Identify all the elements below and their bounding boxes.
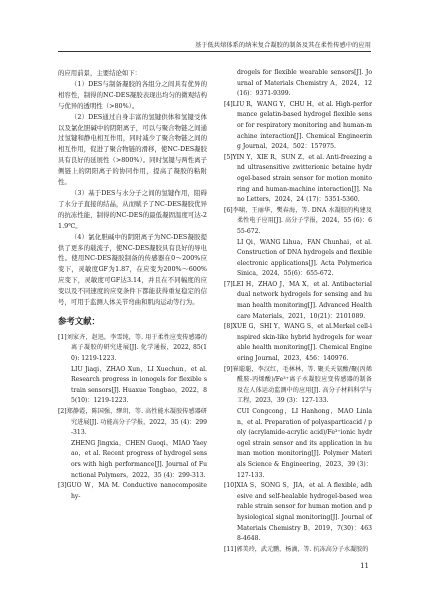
conclusion-item-4: （4）氯化胆碱中的阴阳离子为NC-DES凝胶提供了更多的载流子，使NC-DES凝胶具有良好的导电性。使用NC-DES凝胶制备的传感器在0～200%应变下，灵敏度GF为1.87，在应变为200%～600%应变下，灵敏度可GF达3.14，并且在不同幅度的应变以及不同速度的应变条件下都能获得重复稳定的信号，可用于监测人体关节弯曲和肌肉运动等行为。 <box>58 232 207 307</box>
reference-7: [7]LEI H，ZHAO J，MA X，et al. Antibacterial dual network hydrogels for sensing and human health monitoring[J]. Advanced Healthcare Materials，2021，10(21)：2101089. <box>224 280 372 320</box>
left-column <box>58 68 207 502</box>
references-heading: 参考文献： <box>58 315 100 326</box>
reference-9: [9]崔聪聪，李汉红，毛林林，等. 聚关天氨酸/聚(丙烯酰胺-丙烯酸)/Fe³⁺离子水凝胶应变传感器的制备及在人体运动监测中的应用[J]. 高分子材料科学与工程，2023，39 (3)：127-133. <box>224 365 372 405</box>
reference-4: [4]LIU R，WANG Y，CHU H，et al. High-performance gelatin-based hydrogel flexible sensor for respiratory monitoring and human-machine interaction[J]. Chemical Engineering Journal，2024，502：157975. <box>224 100 372 151</box>
reference-1: [1]刘家齐，赵迅，李雪纯，等. 用于柔性应变传感器的离子凝胶的研究进展[J]. 化学通报，2022, 85(10): 1219-1223. <box>58 333 207 363</box>
right-column <box>224 68 372 555</box>
reference-8: [8]XUE G，SHI Y，WANG S，et al.Merkel cell-inspired skin-like hybrid hydrogels for wearable health monitoring[J]. Chemical Engineering Journal，2023，456：140976. <box>224 323 372 363</box>
reference-2-translation: ZHENG Jingxia，CHEN Guoqi，MIAO Yaeyao，et al. Recent progress of hydrogel sensors with high performance[J]. Journal of Functional Polymers，2022，35 (4)：299-313. <box>71 439 207 479</box>
reference-5: [5]YIN Y，XIE R，SUN Z，et al. Anti-freezing and ultrasensitive zwitterionic betaine hydrogel-based strain sensor for motion monitoring and human-machine interaction[J]. Nano Letters，2024，24 (17)：5351-5360. <box>224 153 372 204</box>
reference-3-start: [3]GUO W，MA M. Conductive nanocomposite hy- <box>58 482 207 500</box>
reference-list-left <box>58 333 207 503</box>
conclusion-intro: 的应用前景，主要结论如下： <box>58 69 142 77</box>
reference-3-continued: drogels for flexible wearable sensors[J]. Journal of Materials Chemistry A，2024，12(16)：9371-9399. <box>237 69 372 98</box>
header-rule <box>58 51 371 52</box>
reference-1-translation: LIU Jiaqi，ZHAO Xun，LI Xuechun，et al. Research progress in ionogels for flexible strain sensors[J]. Huaxue Tongbao，2022，85(10)：1219-1223. <box>71 365 207 405</box>
reference-6-translation: LI Qi，WANG Lihua，FAN Chunhai，et al. Construction of DNA hydrogels and flexible electronic applications[J]. Acta Polymerica Sinica，2024，55(6)：655-672. <box>237 238 372 278</box>
conclusion-item-3: （3）基于DES与水分子之间的氢键作用，阻碍了水分子直接的结晶，从而赋予了NC-DES凝胶优异的抗冻性能，制得的NC-DES的最低凝固温度可达-21.9℃。 <box>58 188 207 230</box>
page-number: 11 <box>360 562 369 570</box>
reference-9-translation: CUI Congcong，LI Hanhong，MAO Linlan，et al. Preparation of polyasparticacid / poly (acrylamide-acrylic acid)/Fe³⁺ionic hydrogel strain sensor and its application in human motion monitoring[J]. Polymer Materials Science & Engineering，2023，39 (3)：127-133. <box>237 408 372 479</box>
running-header: 基于低共熔体系的纳米复合凝胶的制备及其在柔性传感中的应用 <box>194 42 371 49</box>
reference-6: [6]李啸，王丽华，樊春海，等. DNA 水凝胶的构建及柔性电子应用[J]. 高分子学报，2024，55 (6)：655-672. <box>224 206 372 235</box>
reference-11-start: [11]郭美玲，武元鹏，杨滴，等. 抗冻高分子水凝胶的 <box>224 545 369 553</box>
reference-10: [10]XIA S，SONG S，JIA，et al. A flexible, adhesive and self-healable hydrogel-based wearable strain sensor for human motion and physiological signal monitoring[J]. Journal of Materials Chemistry B，2019，7(30)：4638-4648. <box>224 482 372 543</box>
conclusion-item-1: （1）DES与制备凝胶的各组分之间具有优异的相容性，制得的NC-DES凝胶表现出均匀的微观结构与优异的透明性（>80%）。 <box>58 79 207 110</box>
conclusion-item-2: （2）DES通过自身丰富的氢键供体和氢键受体以及氯化胆碱中的阴阳离子，可以与聚合物链之间通过氢键和静电相互作用，同时减少了聚合物链之间的相互作用，促进了聚合物链的滑移，使NC-DES凝胶具有良好的延展性（>800%）。同时氢键与两性离子侧链上的阴阳离子的协同作用，提高了凝胶的粘附性。 <box>58 112 207 187</box>
reference-2: [2]郑静霞，陈国强，缪玥，等. 高性能水凝胶传感器研究进展[J]. 功能高分子学报，2022，35 (4)：299-313. <box>58 408 207 437</box>
